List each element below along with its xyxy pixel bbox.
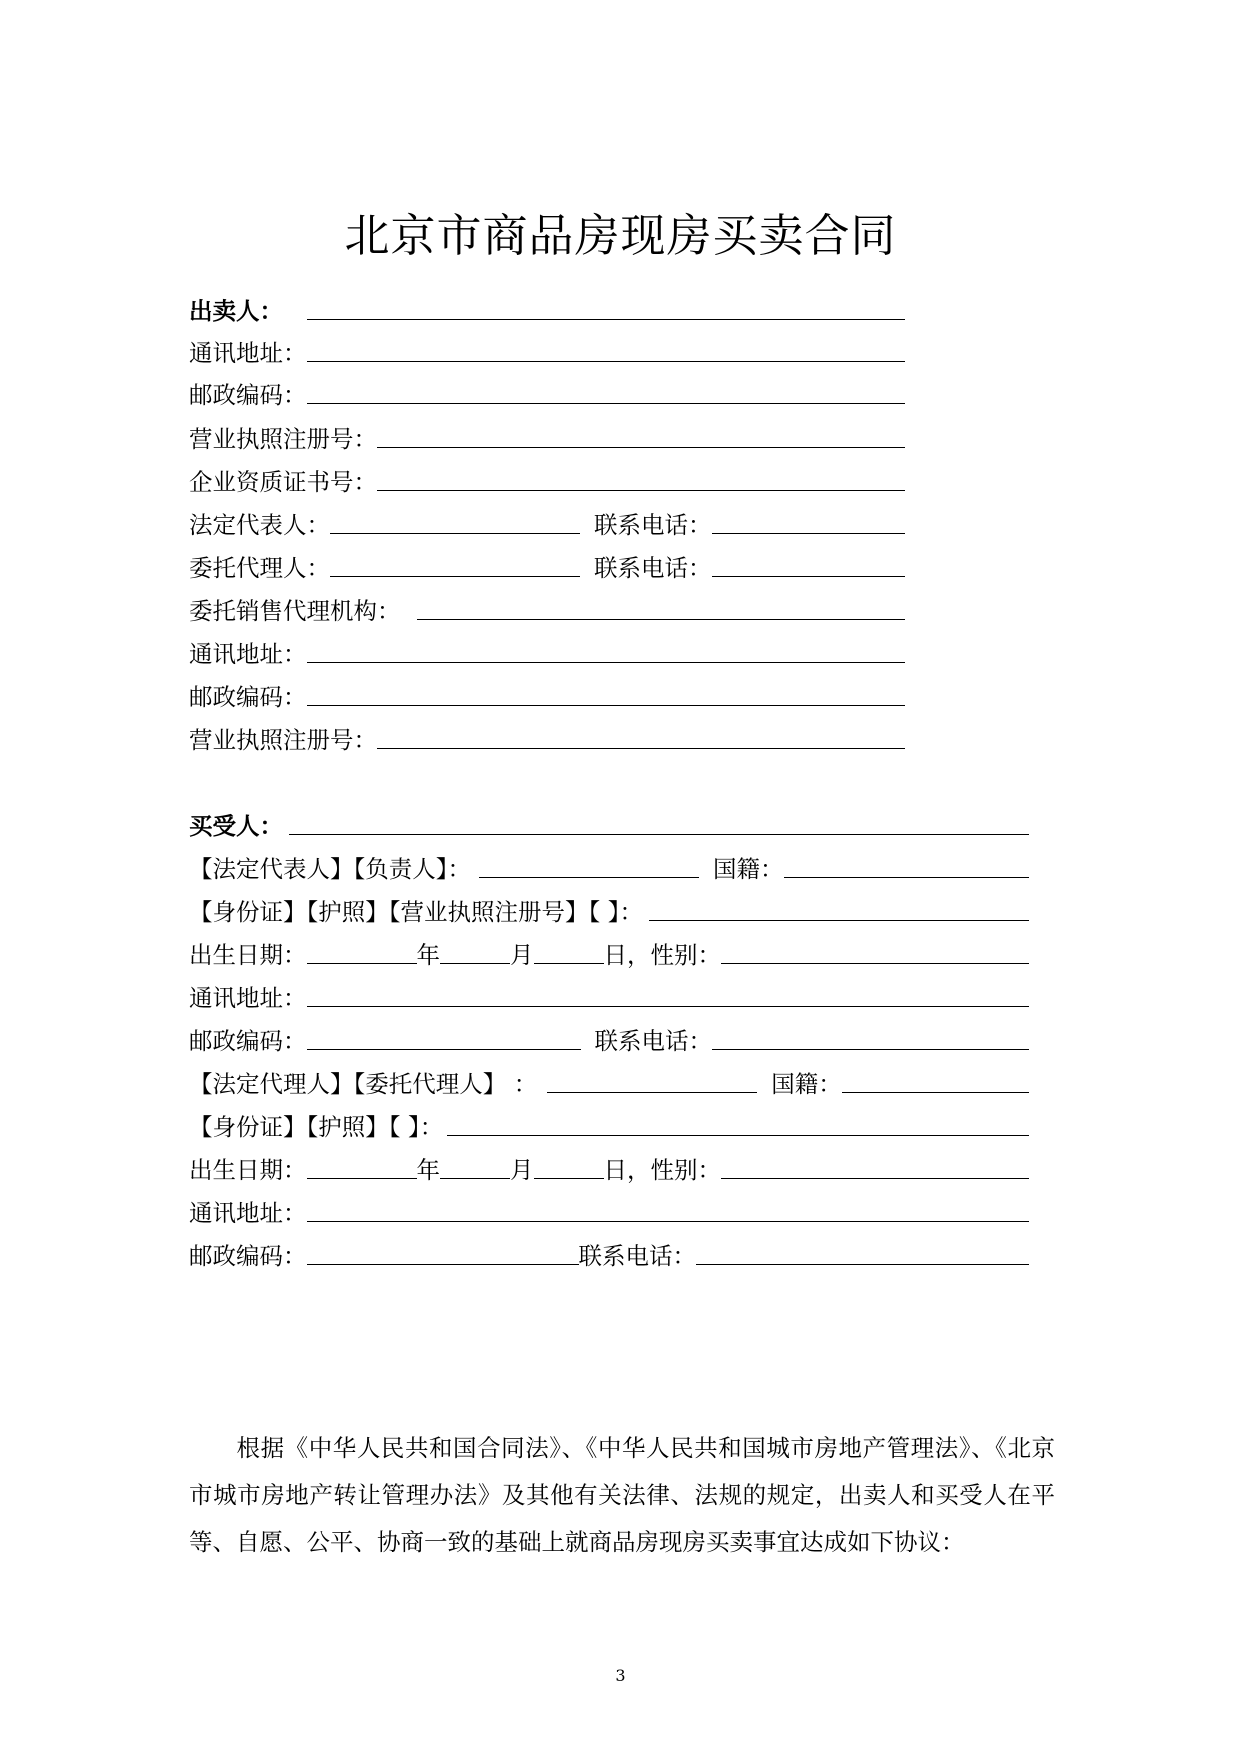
buyer-id-row	[189, 891, 1029, 927]
buyer-nationality-label: 国籍：	[713, 855, 784, 883]
buyer-phone-blank[interactable]	[712, 1049, 1029, 1050]
seller-address-row	[189, 332, 905, 368]
page-number: 3	[615, 1666, 626, 1685]
seller-legal-rep-label: 法定代表人：	[189, 511, 330, 539]
buyer-birth-row	[189, 934, 1029, 970]
buyer-postcode-row	[189, 1020, 1029, 1056]
seller-license-row	[189, 418, 905, 454]
document-title: 北京市商品房现房买卖合同	[344, 209, 897, 262]
buyer-agent-phone-blank[interactable]	[696, 1264, 1029, 1265]
seller-qualification-label: 企业资质证书号：	[189, 468, 377, 496]
buyer-birth-day-blank[interactable]	[534, 963, 604, 964]
agency-postcode-row	[189, 676, 905, 712]
buyer-agent-id-row	[189, 1106, 1029, 1142]
seller-heading: 出卖人：	[189, 297, 283, 325]
buyer-nationality-blank[interactable]	[784, 877, 1030, 878]
buyer-birth-year-blank[interactable]	[307, 963, 417, 964]
buyer-name-blank[interactable]	[289, 834, 1029, 835]
buyer-agent-row	[189, 1063, 1029, 1099]
seller-postcode-blank[interactable]	[307, 403, 906, 404]
seller-qualification-blank[interactable]	[377, 490, 905, 491]
buyer-id-blank[interactable]	[649, 920, 1029, 921]
seller-postcode-row	[189, 374, 905, 410]
buyer-phone-label: 联系电话：	[594, 1027, 712, 1055]
buyer-agent-birth-year-blank[interactable]	[307, 1178, 417, 1179]
buyer-agent-address-blank[interactable]	[307, 1221, 1030, 1222]
seller-postcode-label: 邮政编码：	[189, 381, 307, 409]
buyer-day-gender-label: 日，性别：	[603, 941, 721, 969]
preamble-paragraph	[189, 1425, 1055, 1566]
agency-license-row	[189, 719, 905, 755]
seller-name-blank[interactable]	[307, 319, 905, 320]
seller-legal-rep-phone-label: 联系电话：	[594, 511, 712, 539]
buyer-postcode-blank[interactable]	[307, 1049, 581, 1050]
buyer-heading: 买受人：	[189, 812, 283, 840]
buyer-agent-postcode-blank[interactable]	[307, 1264, 579, 1265]
buyer-agent-postcode-row	[189, 1235, 1029, 1271]
agency-postcode-blank[interactable]	[307, 705, 906, 706]
seller-legal-rep-row	[189, 504, 905, 540]
seller-qualification-row	[189, 461, 905, 497]
buyer-agent-birth-day-blank[interactable]	[534, 1178, 604, 1179]
seller-address-blank[interactable]	[307, 361, 906, 362]
buyer-agent-year-label: 年	[416, 1156, 440, 1184]
buyer-agent-nationality-label: 国籍：	[771, 1070, 842, 1098]
seller-address-label: 通讯地址：	[189, 339, 307, 367]
buyer-agent-day-gender-label: 日，性别：	[603, 1156, 721, 1184]
buyer-postcode-label: 邮政编码：	[189, 1027, 307, 1055]
buyer-agent-id-blank[interactable]	[447, 1135, 1029, 1136]
agency-postcode-label: 邮政编码：	[189, 683, 307, 711]
seller-license-label: 营业执照注册号：	[189, 425, 377, 453]
seller-name-row	[189, 290, 905, 326]
buyer-rep-row	[189, 848, 1029, 884]
seller-agent-phone-blank[interactable]	[712, 576, 906, 577]
buyer-id-label: 【身份证】【护照】【营业执照注册号】【 】：	[189, 898, 643, 926]
buyer-address-row	[189, 977, 1029, 1013]
seller-agency-label: 委托销售代理机构：	[189, 597, 401, 625]
agency-license-blank[interactable]	[377, 748, 905, 749]
seller-agent-blank[interactable]	[330, 576, 580, 577]
buyer-agent-month-label: 月	[510, 1156, 534, 1184]
seller-agent-label: 委托代理人：	[189, 554, 330, 582]
buyer-month-label: 月	[510, 941, 534, 969]
seller-agency-blank[interactable]	[417, 619, 906, 620]
buyer-gender-blank[interactable]	[721, 963, 1029, 964]
buyer-agent-blank[interactable]	[547, 1092, 757, 1093]
seller-legal-rep-blank[interactable]	[330, 533, 580, 534]
buyer-rep-label: 【法定代表人】【负责人】：	[189, 855, 471, 883]
buyer-agent-id-label: 【身份证】【护照】【 】：	[189, 1113, 444, 1141]
buyer-name-row	[189, 805, 1029, 841]
buyer-agent-birth-label: 出生日期：	[189, 1156, 307, 1184]
seller-legal-rep-phone-blank[interactable]	[712, 533, 906, 534]
buyer-agent-gender-blank[interactable]	[721, 1178, 1029, 1179]
buyer-agent-nationality-blank[interactable]	[842, 1092, 1029, 1093]
buyer-agent-phone-label: 联系电话：	[578, 1242, 696, 1270]
buyer-agent-birth-row	[189, 1149, 1029, 1185]
buyer-address-label: 通讯地址：	[189, 984, 307, 1012]
seller-agent-phone-label: 联系电话：	[594, 554, 712, 582]
seller-license-blank[interactable]	[377, 447, 905, 448]
buyer-agent-postcode-label: 邮政编码：	[189, 1242, 307, 1270]
agency-address-row	[189, 633, 905, 669]
seller-agent-row	[189, 547, 905, 583]
seller-agency-row	[189, 590, 905, 626]
buyer-address-blank[interactable]	[307, 1006, 1030, 1007]
buyer-year-label: 年	[416, 941, 440, 969]
agency-address-blank[interactable]	[307, 662, 906, 663]
buyer-agent-address-row	[189, 1192, 1029, 1228]
preamble-text: 根据《中华人民共和国合同法》、《中华人民共和国城市房地产管理法》、《北京市城市房地产转让管理办法》及其他有关法律、法规的规定，出卖人和买受人在平等、自愿、公平、协商一致的基础上就商品房现房买卖事宜达成如下协议：	[189, 1434, 1055, 1556]
buyer-agent-address-label: 通讯地址：	[189, 1199, 307, 1227]
buyer-agent-birth-month-blank[interactable]	[440, 1178, 510, 1179]
agency-address-label: 通讯地址：	[189, 640, 307, 668]
agency-license-label: 营业执照注册号：	[189, 726, 377, 754]
buyer-rep-blank[interactable]	[479, 877, 699, 878]
buyer-birth-label: 出生日期：	[189, 941, 307, 969]
buyer-agent-label: 【法定代理人】【委托代理人】 ：	[189, 1070, 538, 1098]
buyer-birth-month-blank[interactable]	[440, 963, 510, 964]
